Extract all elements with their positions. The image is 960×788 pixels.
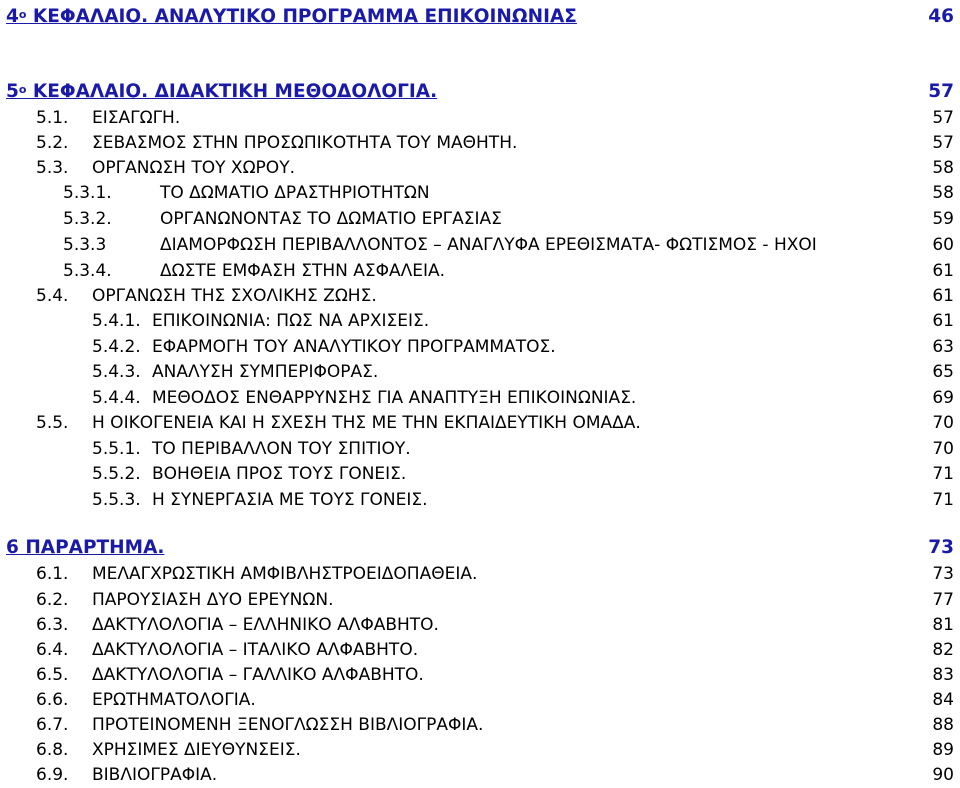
chapter-title: ΠΑΡΑΡΤΗΜΑ. [18, 537, 165, 558]
toc-entry[interactable] [0, 283, 960, 309]
entry-title: ΔΑΚΤΥΛΟΛΟΓΙΑ – ΕΛΛΗΝΙΚΟ ΑΛΦΑΒΗΤΟ. [92, 615, 439, 635]
toc-entry[interactable] [0, 436, 960, 462]
toc-entry[interactable] [0, 308, 960, 334]
page-number: 69 [932, 388, 954, 408]
page-number: 57 [932, 108, 954, 128]
page-number: 70 [932, 439, 954, 459]
entry-title: ΟΡΓΑΝΩΣΗ ΤΗΣ ΣΧΟΛΙΚΗΣ ΖΩΗΣ. [92, 286, 377, 306]
entry-number: 5.3.3 [63, 235, 107, 255]
page-number: 57 [928, 81, 954, 102]
entry-title: ΠΑΡΟΥΣΙΑΣΗ ΔΥΟ ΕΡΕΥΝΩΝ. [92, 590, 334, 610]
toc-entry[interactable] [0, 612, 960, 638]
toc-entry[interactable] [0, 637, 960, 663]
entry-number: 5.3.1. [63, 183, 112, 203]
toc-entry[interactable] [0, 180, 960, 206]
page-number: 83 [932, 665, 954, 685]
page-number: 81 [932, 615, 954, 635]
page-number: 70 [932, 413, 954, 433]
toc-entry[interactable] [0, 130, 960, 156]
chapter-title: ΚΕΦΑΛΑΙΟ. ΔΙΔΑΚΤΙΚΗ ΜΕΘΟΔΟΛΟΓΙΑ. [26, 81, 438, 102]
toc-entry[interactable] [0, 410, 960, 436]
page-number: 71 [932, 464, 954, 484]
entry-title: Η ΟΙΚΟΓΕΝΕΙΑ ΚΑΙ Η ΣΧΕΣΗ ΤΗΣ ΜΕ ΤΗΝ ΕΚΠΑΙΔΕΥΤΙΚΗ ΟΜΑΔΑ. [92, 413, 641, 433]
chapter-number: $4^o$ ΚΕΦΑΛΑΙΟ. ΑΝΑΛΥΤΙΚΟ ΠΡΟΓΡΑΜΜΑ ΕΠΙΚΟΙΝΩΝΙΑΣ [6, 6, 577, 27]
page-number: 77 [932, 590, 954, 610]
entry-title: ΕΠΙΚΟΙΝΩΝΙΑ: ΠΩΣ ΝΑ ΑΡΧΙΣΕΙΣ. [152, 311, 430, 331]
entry-number: 5.3.2. [63, 209, 112, 229]
entry-number: 6.6. [36, 690, 69, 710]
page-number: 82 [932, 640, 954, 660]
toc-entry[interactable] [0, 737, 960, 763]
entry-title: ΒΙΒΛΙΟΓΡΑΦΙΑ. [92, 765, 218, 785]
entry-title: ΤΟ ΠΕΡΙΒΑΛΛΟΝ ΤΟΥ ΣΠΙΤΙΟΥ. [152, 439, 411, 459]
page-number: 59 [932, 209, 954, 229]
toc-entry[interactable] [0, 587, 960, 613]
toc-entry[interactable] [0, 687, 960, 713]
entry-title: ΔΑΚΤΥΛΟΛΟΓΙΑ – ΓΑΛΛΙΚΟ ΑΛΦΑΒΗΤΟ. [92, 665, 424, 685]
page-number: 84 [932, 690, 954, 710]
entry-number: 6.2. [36, 590, 69, 610]
page-number: 65 [932, 362, 954, 382]
page-number: 58 [932, 183, 954, 203]
entry-number: 6.3. [36, 615, 69, 635]
toc-entry[interactable] [0, 155, 960, 181]
entry-title: ΟΡΓΑΝΩΣΗ ΤΟΥ ΧΩΡΟΥ. [92, 158, 295, 178]
page-number: 61 [932, 311, 954, 331]
entry-number: 5.5.3. [92, 490, 141, 510]
entry-number: 5.5. [36, 413, 69, 433]
page-number: 61 [932, 261, 954, 281]
entry-title: ΕΦΑΡΜΟΓΗ ΤΟΥ ΑΝΑΛΥΤΙΚΟΥ ΠΡΟΓΡΑΜΜΑΤΟΣ. [152, 337, 556, 357]
entry-title: Η ΣΥΝΕΡΓΑΣΙΑ ΜΕ ΤΟΥΣ ΓΟΝΕΙΣ. [152, 490, 428, 510]
toc-entry[interactable] [0, 461, 960, 487]
page-number: 90 [932, 765, 954, 785]
page-number: 58 [932, 158, 954, 178]
toc-entry[interactable] [0, 105, 960, 131]
entry-number: 6.7. [36, 715, 69, 735]
entry-title: ΒΟΗΘΕΙΑ ΠΡΟΣ ΤΟΥΣ ΓΟΝΕΙΣ. [152, 464, 407, 484]
page-number: 89 [932, 740, 954, 760]
toc-entry[interactable] [0, 712, 960, 738]
entry-number: 5.3. [36, 158, 69, 178]
toc-entry[interactable] [0, 487, 960, 513]
toc-chapter-heading[interactable] [0, 535, 960, 561]
entry-number: 5.4. [36, 286, 69, 306]
page-number: 73 [928, 537, 954, 558]
toc-entry[interactable] [0, 762, 960, 788]
entry-title: ΕΡΩΤΗΜΑΤΟΛΟΓΙΑ. [92, 690, 256, 710]
toc-entry[interactable] [0, 359, 960, 385]
entry-title: ΤΟ ΔΩΜΑΤΙΟ ΔΡΑΣΤΗΡΙΟΤΗΤΩΝ [160, 183, 430, 203]
toc-entry[interactable] [0, 206, 960, 232]
chapter-number: $5^o$ ΚΕΦΑΛΑΙΟ. ΔΙΔΑΚΤΙΚΗ ΜΕΘΟΔΟΛΟΓΙΑ. [6, 81, 438, 102]
entry-number: 6.5. [36, 665, 69, 685]
entry-title: ΕΙΣΑΓΩΓΗ. [92, 108, 181, 128]
chapter-number: 6 ΠΑΡΑΡΤΗΜΑ. [6, 537, 165, 558]
entry-number: 5.3.4. [63, 261, 112, 281]
page-number: 73 [932, 564, 954, 584]
entry-title: ΜΕΘΟΔΟΣ ΕΝΘΑΡΡΥΝΣΗΣ ΓΙΑ ΑΝΑΠΤΥΞΗ ΕΠΙΚΟΙΝΩΝΙΑΣ. [152, 388, 637, 408]
page-number: 71 [932, 490, 954, 510]
entry-title: ΔΩΣΤΕ ΕΜΦΑΣΗ ΣΤΗΝ ΑΣΦΑΛΕΙΑ. [160, 261, 446, 281]
entry-title: ΑΝΑΛΥΣΗ ΣΥΜΠΕΡΙΦΟΡΑΣ. [152, 362, 379, 382]
entry-number: 5.1. [36, 108, 69, 128]
entry-title: ΧΡΗΣΙΜΕΣ ΔΙΕΥΘΥΝΣΕΙΣ. [92, 740, 301, 760]
toc-entry[interactable] [0, 258, 960, 284]
toc-chapter-heading[interactable] [0, 79, 960, 105]
page-number: 46 [928, 6, 954, 27]
entry-title: ΟΡΓΑΝΩΝΟΝΤΑΣ ΤΟ ΔΩΜΑΤΙΟ ΕΡΓΑΣΙΑΣ [160, 209, 502, 229]
entry-number: 6.9. [36, 765, 69, 785]
entry-number: 5.4.3. [92, 362, 141, 382]
page-number: 63 [932, 337, 954, 357]
page-number: 60 [932, 235, 954, 255]
toc-entry[interactable] [0, 662, 960, 688]
entry-title: ΜΕΛΑΓΧΡΩΣΤΙΚΗ ΑΜΦΙΒΛΗΣΤΡΟΕΙΔΟΠΑΘΕΙΑ. [92, 564, 478, 584]
entry-title: ΔΑΚΤΥΛΟΛΟΓΙΑ – ΙΤΑΛΙΚΟ ΑΛΦΑΒΗΤΟ. [92, 640, 419, 660]
page-number: 88 [932, 715, 954, 735]
entry-number: 5.5.2. [92, 464, 141, 484]
entry-title: ΠΡΟΤΕΙΝΟΜΕΝΗ ΞΕΝΟΓΛΩΣΣΗ ΒΙΒΛΙΟΓΡΑΦΙΑ. [92, 715, 484, 735]
toc-entry[interactable] [0, 334, 960, 360]
entry-title: ΔΙΑΜΟΡΦΩΣΗ ΠΕΡΙΒΑΛΛΟΝΤΟΣ – ΑΝΑΓΛΥΦΑ ΕΡΕΘΙΣΜΑΤΑ- ΦΩΤΙΣΜΟΣ - ΗΧΟΙ [160, 235, 817, 255]
toc-chapter-heading[interactable] [0, 4, 960, 30]
page-number: 57 [932, 133, 954, 153]
chapter-title: ΚΕΦΑΛΑΙΟ. ΑΝΑΛΥΤΙΚΟ ΠΡΟΓΡΑΜΜΑ ΕΠΙΚΟΙΝΩΝΙΑΣ [26, 6, 577, 27]
entry-title: ΣΕΒΑΣΜΟΣ ΣΤΗΝ ΠΡΟΣΩΠΙΚΟΤΗΤΑ ΤΟΥ ΜΑΘΗΤΗ. [92, 133, 518, 153]
entry-number: 6.8. [36, 740, 69, 760]
entry-number: 5.5.1. [92, 439, 141, 459]
entry-number: 6.1. [36, 564, 69, 584]
entry-number: 5.2. [36, 133, 69, 153]
toc-entry[interactable] [0, 561, 960, 587]
page-number: 61 [932, 286, 954, 306]
entry-number: 5.4.4. [92, 388, 141, 408]
entry-number: 5.4.2. [92, 337, 141, 357]
toc-entry[interactable] [0, 232, 960, 258]
toc-entry[interactable] [0, 385, 960, 411]
entry-number: 6.4. [36, 640, 69, 660]
entry-number: 5.4.1. [92, 311, 141, 331]
